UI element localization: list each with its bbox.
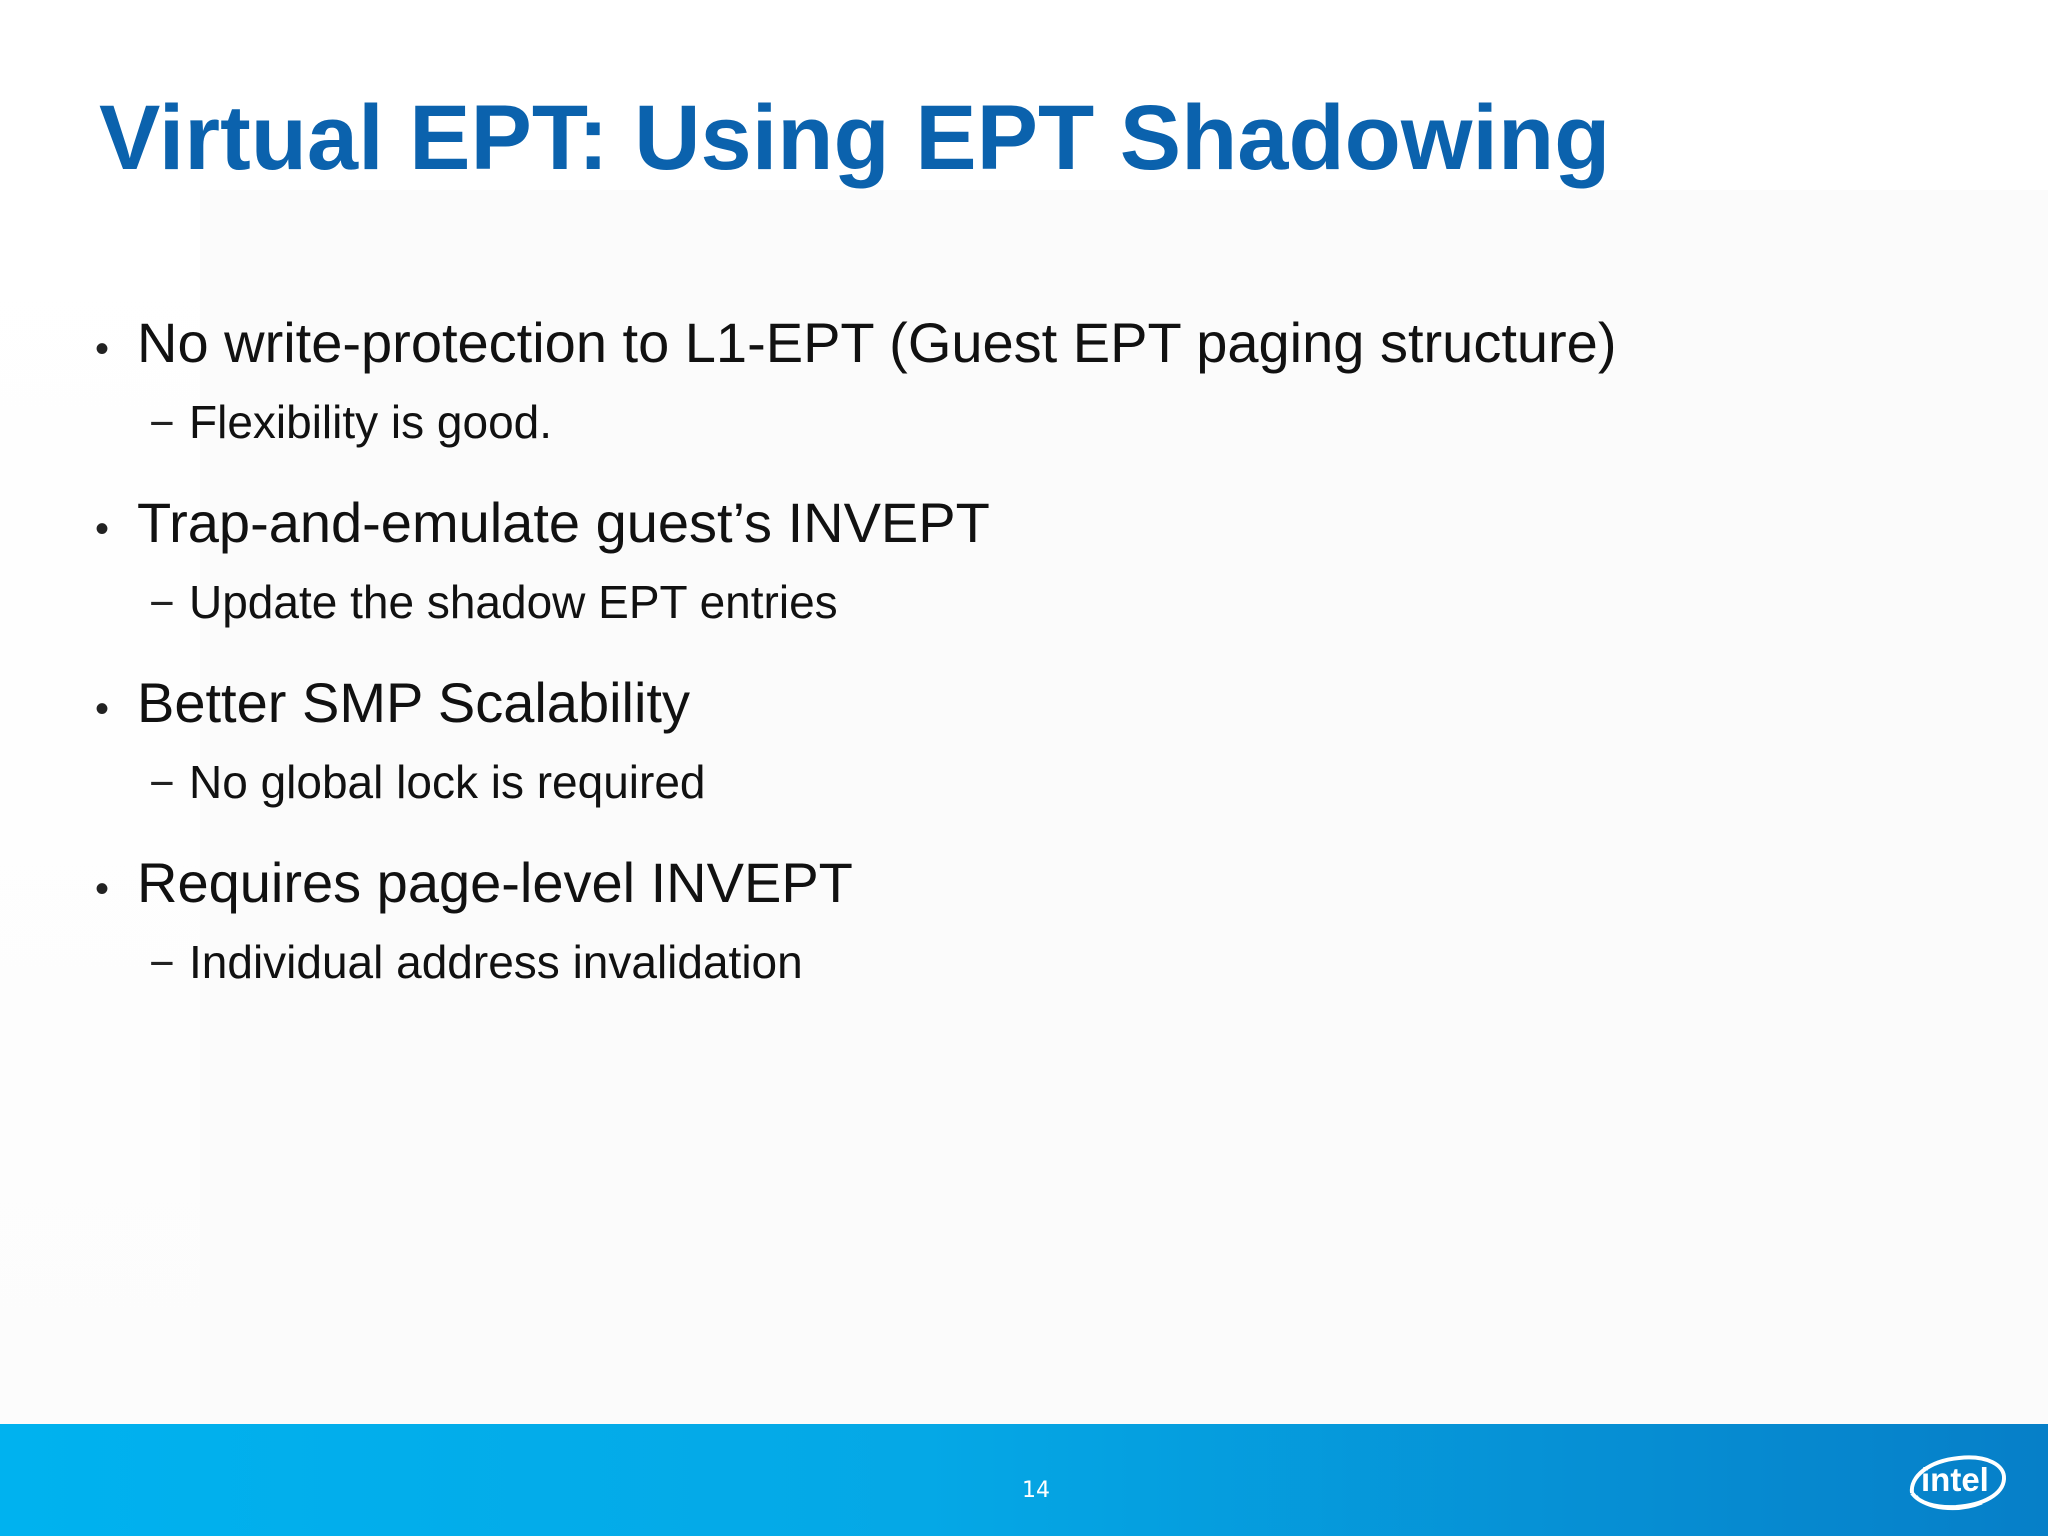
sub-bullet-text: Update the shadow EPT entries bbox=[189, 576, 838, 628]
bullet-item bbox=[95, 840, 1895, 998]
bullet-text: Trap-and-emulate guest’s INVEPT bbox=[137, 491, 990, 554]
sub-bullet-row bbox=[149, 746, 1895, 818]
bullet-marker: • bbox=[95, 867, 110, 911]
bullet-row bbox=[95, 300, 1895, 386]
bullet-text: Requires page-level INVEPT bbox=[137, 851, 853, 914]
slide-title: Virtual EPT: Using EPT Shadowing bbox=[99, 87, 1611, 189]
bullet-marker: • bbox=[95, 687, 110, 731]
sub-bullet-marker: − bbox=[149, 939, 175, 988]
bullet-item bbox=[95, 480, 1895, 638]
intel-logo-icon bbox=[1904, 1446, 2012, 1514]
bullet-marker: • bbox=[95, 507, 110, 551]
bullet-row bbox=[95, 660, 1895, 746]
sub-bullet-text: No global lock is required bbox=[189, 756, 706, 808]
bullet-list bbox=[95, 300, 1895, 998]
sub-bullet-text: Individual address invalidation bbox=[189, 936, 803, 988]
sub-bullet-marker: − bbox=[149, 759, 175, 808]
bullet-item bbox=[95, 660, 1895, 818]
sub-bullet-marker: − bbox=[149, 579, 175, 628]
bullet-text: No write-protection to L1-EPT (Guest EPT paging structure) bbox=[137, 311, 1617, 374]
sub-bullet-row bbox=[149, 386, 1895, 458]
bullet-marker: • bbox=[95, 327, 110, 371]
sub-bullet-marker: − bbox=[149, 399, 175, 448]
bullet-text: Better SMP Scalability bbox=[137, 671, 690, 734]
page-number: 14 bbox=[1022, 1478, 1050, 1503]
sub-bullet-row bbox=[149, 926, 1895, 998]
bullet-row bbox=[95, 840, 1895, 926]
intel-wordmark: intel bbox=[1921, 1461, 1989, 1498]
sub-bullet-row bbox=[149, 566, 1895, 638]
bullet-row bbox=[95, 480, 1895, 566]
sub-bullet-text: Flexibility is good. bbox=[189, 396, 553, 448]
bullet-item bbox=[95, 300, 1895, 458]
